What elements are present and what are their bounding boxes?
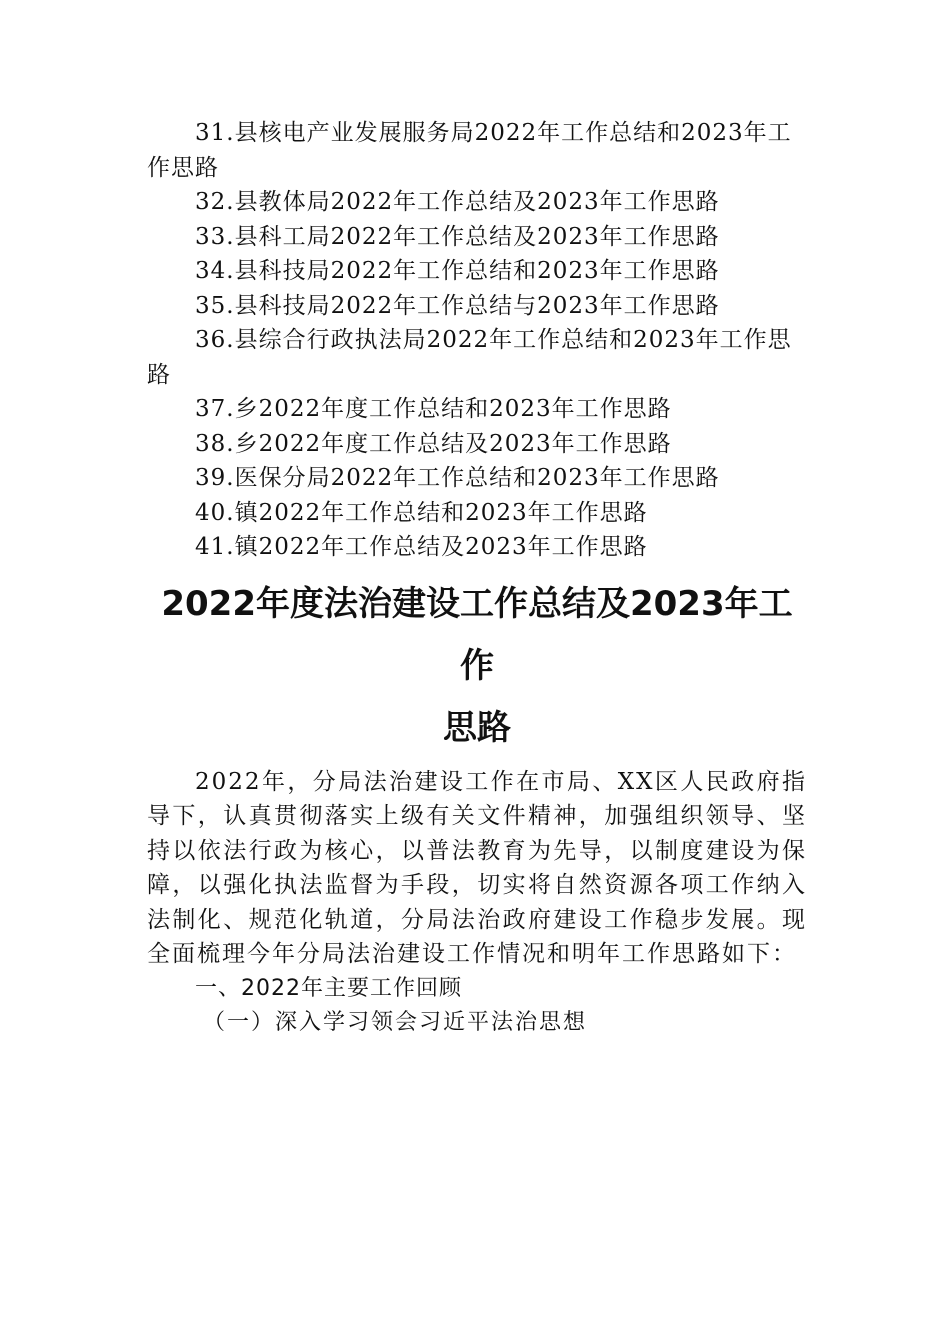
toc-item-38: 38.乡2022年度工作总结及2023年工作思路 bbox=[195, 430, 672, 457]
toc-item-32: 32.县教体局2022年工作总结及2023年工作思路 bbox=[195, 189, 720, 215]
toc-item-36: 36.县综合行政执法局2022年工作总结和2023年工作思路 bbox=[147, 327, 792, 388]
document-page bbox=[147, 116, 807, 1041]
toc-item-39: 39.医保分局2022年工作总结和2023年工作思路 bbox=[195, 465, 720, 491]
toc-item-33: 33.县科工局2022年工作总结及2023年工作思路 bbox=[195, 223, 720, 250]
document-title-line2: 思路 bbox=[443, 707, 511, 748]
document-title bbox=[147, 573, 807, 759]
intro-paragraph: 2022年，分局法治建设工作在市局、XX区人民政府指导下，认真贯彻落实上级有关文件精神，加强组织领导、坚持以依法行政为核心，以普法教育为先导，以制度建设为保障，以强化执法监督为手段，切实将自然资源各项工作纳入法制化、规范化轨道，分局法治政府建设工作稳步发展。现全面梳理今年分局法治建设工作情况和明年工作思路如下： bbox=[147, 768, 807, 967]
toc-item-35: 35.县科技局2022年工作总结与2023年工作思路 bbox=[195, 292, 720, 319]
toc-item-31: 31.县核电产业发展服务局2022年工作总结和2023年工作思路 bbox=[147, 120, 792, 181]
section-heading: 一、2022年主要工作回顾 bbox=[195, 975, 462, 1001]
toc-item-40: 40.镇2022年工作总结和2023年工作思路 bbox=[195, 499, 648, 526]
table-of-contents bbox=[147, 116, 807, 565]
subsection-heading: （一）深入学习领会习近平法治思想 bbox=[203, 1010, 588, 1035]
toc-item-34: 34.县科技局2022年工作总结和2023年工作思路 bbox=[195, 258, 720, 284]
toc-item-41: 41.镇2022年工作总结及2023年工作思路 bbox=[195, 534, 648, 560]
document-title-line1: 2022年度法治建设工作总结及2023年工作 bbox=[161, 583, 793, 686]
toc-item-37: 37.乡2022年度工作总结和2023年工作思路 bbox=[195, 396, 672, 422]
